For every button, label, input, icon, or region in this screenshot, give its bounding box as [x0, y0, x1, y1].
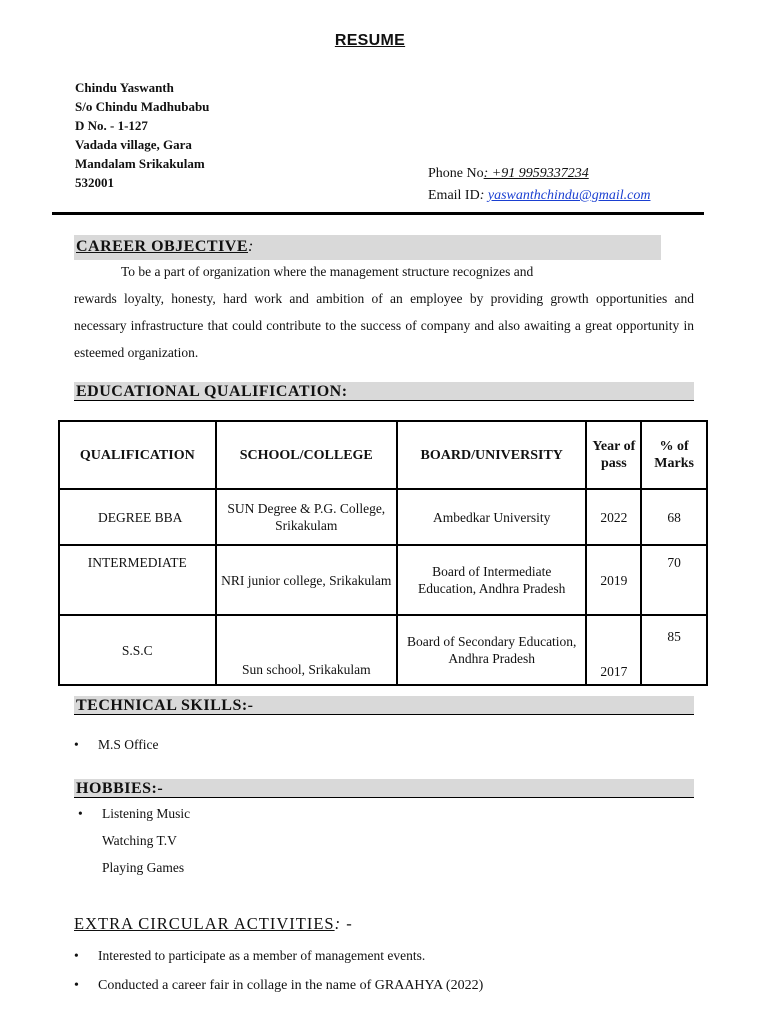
- hobbies-list: [78, 800, 190, 881]
- cell-school: SUN Degree & P.G. College, Srikakulam: [216, 489, 397, 545]
- cell-school: Sun school, Srikakulam: [216, 615, 397, 685]
- cell-year: 2019: [586, 545, 641, 615]
- objective-first-line: To be a part of organization where the management structure recognizes and: [121, 264, 534, 279]
- technical-skills-heading: TECHNICAL SKILLS:-: [74, 696, 694, 715]
- pin-code: 532001: [75, 175, 114, 190]
- list-item: • Conducted a career fair in collage in the name of GRAAHYA (2022): [74, 971, 483, 1001]
- objective-rest: rewards loyalty, honesty, hard work and ambition of an employee by providing growth opportunities and necessary infrastructure that could contribute to the success of company and also awaiting a great opportunity in esteemed organization.: [74, 291, 694, 360]
- career-objective-text: [74, 258, 694, 366]
- list-item: Playing Games: [102, 860, 185, 875]
- education-table: [58, 420, 708, 686]
- cell-marks: 68: [641, 489, 707, 545]
- career-objective-heading: CAREER OBJECTIVE:: [74, 235, 661, 260]
- cell-year: 2022: [586, 489, 641, 545]
- cell-board: Ambedkar University: [397, 489, 586, 545]
- village: Vadada village, Gara: [75, 137, 192, 152]
- extra-activities-heading: EXTRA CIRCULAR ACTIVITIES: -: [74, 914, 353, 933]
- list-item: Watching T.V: [102, 833, 177, 848]
- bullet-icon: •: [74, 737, 79, 752]
- technical-skills-list: [74, 731, 159, 758]
- header-divider: [52, 212, 704, 215]
- cell-qualification: S.S.C: [59, 615, 216, 685]
- col-header-marks: % of Marks: [641, 421, 707, 489]
- table-row: [59, 489, 707, 545]
- cell-board: Board of Secondary Education, Andhra Pradesh: [397, 615, 586, 685]
- candidate-name: Chindu Yaswanth: [75, 80, 174, 95]
- extra-activities-list: [74, 941, 483, 1001]
- email-line: [428, 185, 650, 207]
- list-item: • M.S Office: [74, 731, 159, 758]
- email-separator: :: [479, 188, 485, 203]
- bullet-icon: •: [78, 806, 83, 821]
- resume-title: RESUME: [334, 32, 406, 49]
- phone-value: : +91 9959337234: [483, 166, 589, 181]
- email-label: Email ID: [428, 188, 480, 203]
- bullet-icon: •: [74, 978, 79, 993]
- cell-year: 2017: [586, 615, 641, 685]
- phone-line: [428, 163, 650, 185]
- cell-marks: 70: [641, 545, 707, 615]
- contact-block: [428, 163, 650, 207]
- list-item: • Listening Music: [78, 800, 190, 827]
- table-row: [59, 615, 707, 685]
- cell-qualification: INTERMEDIATE: [59, 545, 216, 615]
- list-item: • Interested to participate as a member of management events.: [74, 941, 483, 971]
- col-header-school: SCHOOL/COLLEGE: [216, 421, 397, 489]
- cell-school: NRI junior college, Srikakulam: [216, 545, 397, 615]
- cell-qualification: DEGREE BBA: [59, 489, 216, 545]
- address-block: [75, 78, 209, 192]
- education-heading: EDUCATIONAL QUALIFICATION:: [74, 382, 694, 401]
- hobbies-heading: HOBBIES:-: [74, 779, 694, 798]
- email-link[interactable]: yaswanthchindu@gmail.com: [487, 188, 651, 203]
- parent-name: S/o Chindu Madhubabu: [75, 99, 210, 114]
- col-header-qualification: QUALIFICATION: [59, 421, 216, 489]
- cell-marks: 85: [641, 615, 707, 685]
- door-number: D No. - 1-127: [75, 118, 148, 133]
- table-row: [59, 545, 707, 615]
- col-header-board: BOARD/UNIVERSITY: [397, 421, 586, 489]
- mandal: Mandalam Srikakulam: [75, 156, 205, 171]
- col-header-year: Year of pass: [586, 421, 641, 489]
- phone-label: Phone No: [428, 166, 484, 181]
- table-header-row: [59, 421, 707, 489]
- bullet-icon: •: [74, 948, 79, 963]
- cell-board: Board of Intermediate Education, Andhra Pradesh: [397, 545, 586, 615]
